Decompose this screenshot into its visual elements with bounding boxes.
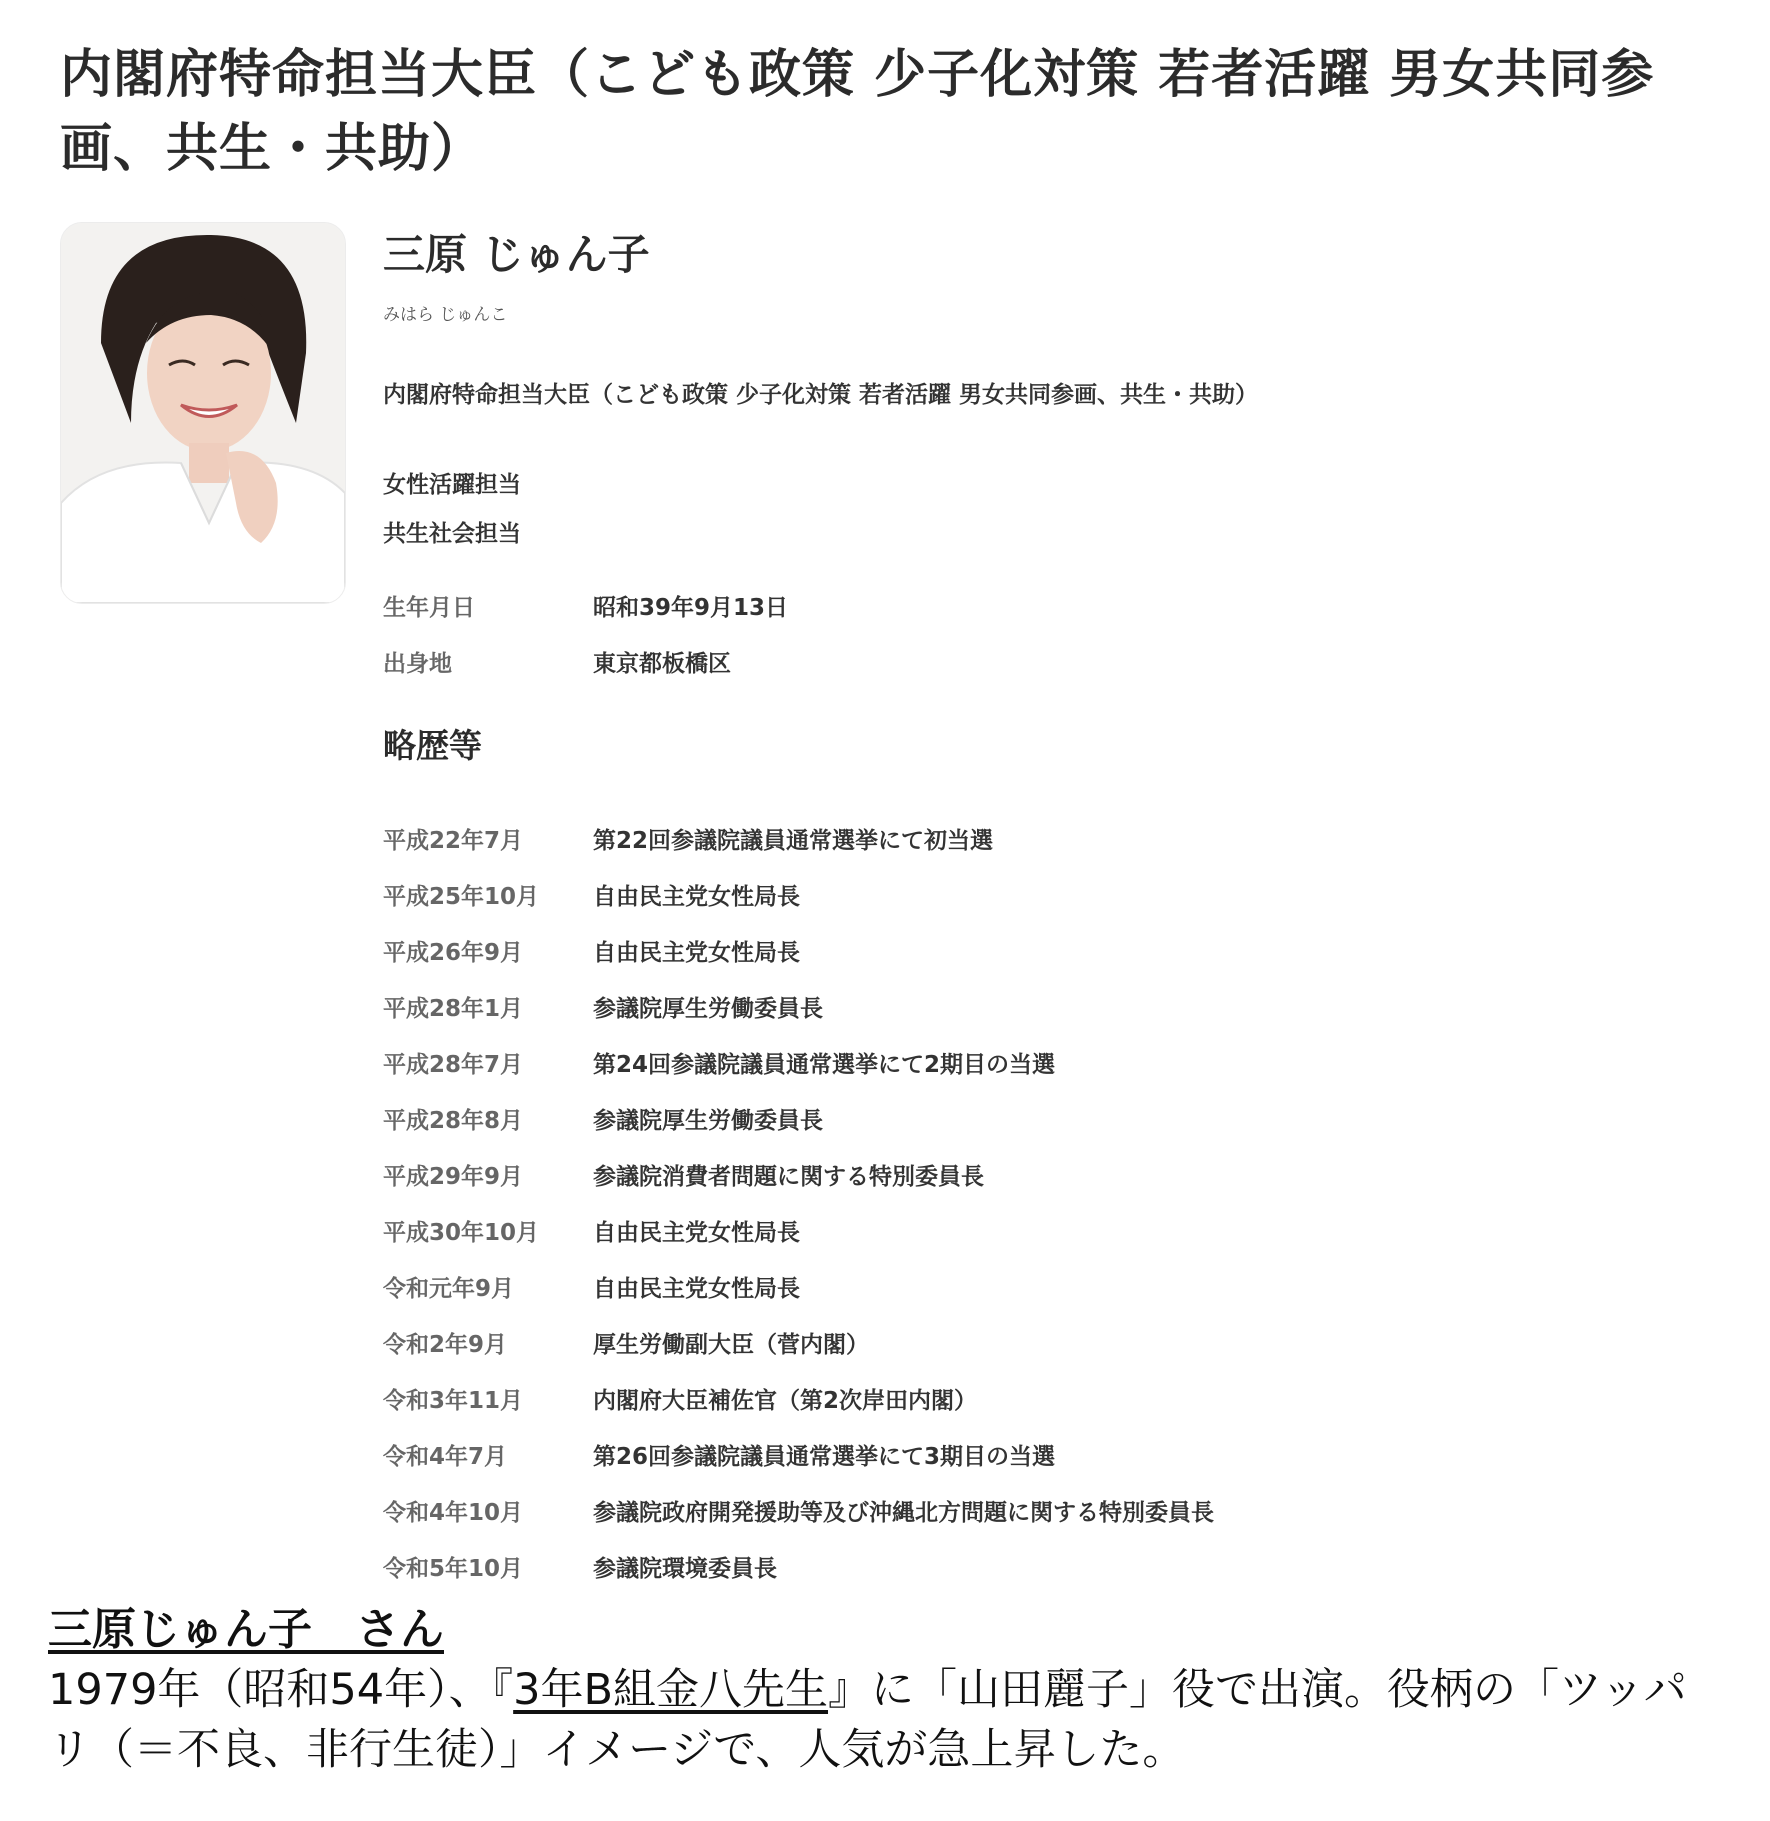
caption-title: 三原じゅん子 さん <box>48 1604 444 1655</box>
career-date: 平成25年10月 <box>383 884 540 910</box>
duty-item: 女性活躍担当 <box>383 472 521 498</box>
career-row <box>383 1216 1723 1272</box>
career-row <box>383 880 1723 936</box>
career-date: 平成28年8月 <box>383 1108 524 1134</box>
caption-text-after: 』に「山田麗子」役で出演。役柄の「ツッパリ（＝不良、非行生徒）」イメージで、人気が急上昇した。 <box>48 1665 1687 1775</box>
career-desc: 自由民主党女性局長 <box>593 940 800 966</box>
career-date: 平成22年7月 <box>383 828 524 854</box>
career-desc: 参議院厚生労働委員長 <box>593 1108 823 1134</box>
career-desc: 第26回参議院議員通常選挙にて3期目の当選 <box>593 1444 1056 1470</box>
career-desc: 自由民主党女性局長 <box>593 884 800 910</box>
facts-table <box>383 591 1723 703</box>
duties-list <box>383 468 1723 566</box>
caption-text <box>48 1660 1728 1780</box>
career-desc: 第24回参議院議員通常選挙にて2期目の当選 <box>593 1052 1056 1078</box>
fact-label: 生年月日 <box>383 595 475 621</box>
profile-section <box>383 225 1723 1608</box>
career-date: 平成30年10月 <box>383 1220 540 1246</box>
fact-row-birthdate <box>383 591 1723 647</box>
career-date: 平成28年7月 <box>383 1052 524 1078</box>
career-date: 平成29年9月 <box>383 1164 524 1190</box>
career-date: 令和5年10月 <box>383 1556 524 1582</box>
career-desc: 内閣府大臣補佐官（第2次岸田内閣） <box>593 1388 978 1414</box>
career-desc: 参議院政府開発援助等及び沖縄北方問題に関する特別委員長 <box>593 1500 1214 1526</box>
fact-row-birthplace <box>383 647 1723 703</box>
profile-role: 内閣府特命担当大臣（こども政策 少子化対策 若者活躍 男女共同参画、共生・共助） <box>383 382 1259 408</box>
career-row <box>383 936 1723 992</box>
career-desc: 参議院消費者問題に関する特別委員長 <box>593 1164 984 1190</box>
career-desc: 参議院環境委員長 <box>593 1556 777 1582</box>
career-desc: 自由民主党女性局長 <box>593 1220 800 1246</box>
career-date: 平成28年1月 <box>383 996 524 1022</box>
career-date: 令和4年10月 <box>383 1500 524 1526</box>
career-row <box>383 1328 1723 1384</box>
caption-text-before: 1979年（昭和54年）、『 <box>48 1665 514 1715</box>
career-row <box>383 824 1723 880</box>
career-row <box>383 1496 1723 1552</box>
career-row <box>383 1384 1723 1440</box>
career-list <box>383 824 1723 1608</box>
career-row <box>383 1440 1723 1496</box>
career-row <box>383 1160 1723 1216</box>
portrait-photo <box>60 222 346 604</box>
career-date: 令和元年9月 <box>383 1276 515 1302</box>
career-row <box>383 1048 1723 1104</box>
career-row <box>383 1104 1723 1160</box>
career-desc: 第22回参議院議員通常選挙にて初当選 <box>593 828 994 854</box>
career-row <box>383 1272 1723 1328</box>
page-title: 内閣府特命担当大臣（こども政策 少子化対策 若者活躍 男女共同参画、共生・共助） <box>60 45 1655 179</box>
career-desc: 参議院厚生労働委員長 <box>593 996 823 1022</box>
show-title-link[interactable]: 3年B組金八先生 <box>513 1665 829 1715</box>
caption-block <box>48 1603 1728 1780</box>
career-heading: 略歴等 <box>383 726 482 765</box>
profile-name: 三原 じゅん子 <box>383 230 650 279</box>
fact-value: 東京都板橋区 <box>593 651 731 677</box>
fact-value: 昭和39年9月13日 <box>593 595 789 621</box>
career-row <box>383 1552 1723 1608</box>
career-row <box>383 992 1723 1048</box>
career-date: 令和4年7月 <box>383 1444 508 1470</box>
portrait-illustration <box>61 223 345 603</box>
career-desc: 自由民主党女性局長 <box>593 1276 800 1302</box>
career-date: 平成26年9月 <box>383 940 524 966</box>
profile-name-kana: みはら じゅんこ <box>383 305 508 325</box>
career-date: 令和3年11月 <box>383 1388 524 1414</box>
duty-item: 共生社会担当 <box>383 521 521 547</box>
career-desc: 厚生労働副大臣（菅内閣） <box>593 1332 869 1358</box>
fact-label: 出身地 <box>383 651 452 677</box>
career-date: 令和2年9月 <box>383 1332 508 1358</box>
